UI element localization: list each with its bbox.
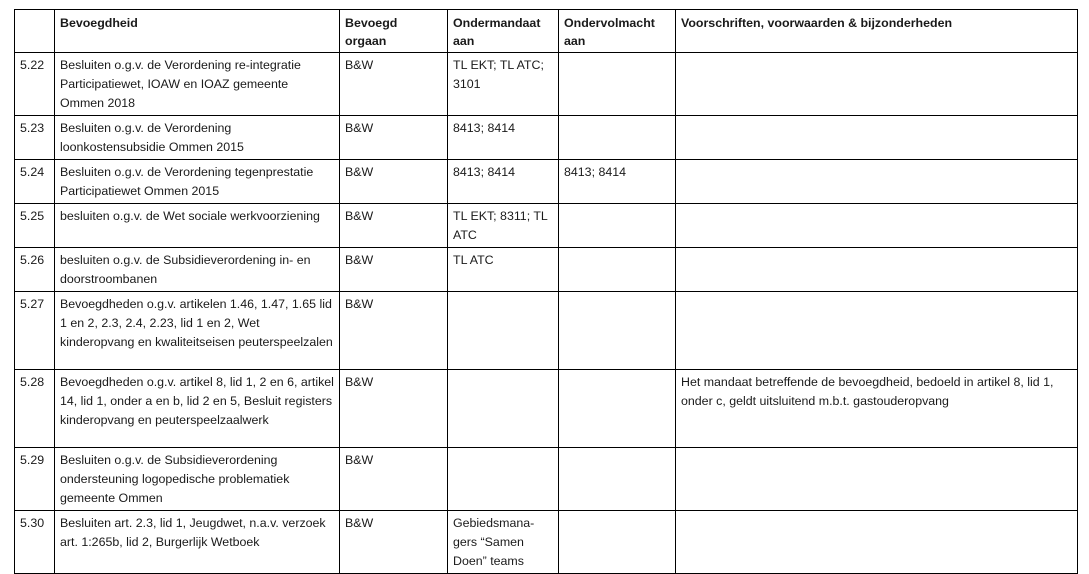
cell-ondervolmacht: [559, 511, 676, 574]
cell-nr: 5.28: [15, 370, 55, 448]
cell-ondervolmacht: [559, 248, 676, 292]
cell-bevoegdheid: Bevoegdheden o.g.v. artikelen 1.46, 1.47, 1.65 lid 1 en 2, 2.3, 2.4, 2.23, lid 1 en 2, Wet kinderopvang en kwaliteitseisen peuterspeelzalen: [55, 292, 340, 370]
cell-orgaan: B&W: [340, 511, 448, 574]
table-row: [15, 204, 1078, 248]
cell-voorschriften: [676, 448, 1078, 511]
cell-orgaan: B&W: [340, 204, 448, 248]
cell-bevoegdheid: Besluiten o.g.v. de Verordening loonkostensubsidie Ommen 2015: [55, 116, 340, 160]
cell-nr: 5.30: [15, 511, 55, 574]
table-row: [15, 53, 1078, 116]
cell-nr: 5.23: [15, 116, 55, 160]
cell-orgaan: B&W: [340, 292, 448, 370]
table-row: [15, 370, 1078, 448]
cell-voorschriften: [676, 204, 1078, 248]
cell-voorschriften: [676, 160, 1078, 204]
cell-ondervolmacht: [559, 53, 676, 116]
cell-orgaan: B&W: [340, 370, 448, 448]
cell-bevoegdheid: Besluiten o.g.v. de Verordening re-integratie Participatiewet, IOAW en IOAZ gemeente Ommen 2018: [55, 53, 340, 116]
cell-ondermandaat: Gebiedsmana-gers “Samen Doen” teams: [448, 511, 559, 574]
table-row: [15, 511, 1078, 574]
cell-nr: 5.22: [15, 53, 55, 116]
cell-bevoegdheid: Bevoegdheden o.g.v. artikel 8, lid 1, 2 en 6, artikel 14, lid 1, onder a en b, lid 2 en 5, Besluit registers kinderopvang en peuterspeelzaalwerk: [55, 370, 340, 448]
header-nr: [15, 10, 55, 53]
table-header-row: [15, 10, 1078, 53]
cell-bevoegdheid: besluiten o.g.v. de Wet sociale werkvoorziening: [55, 204, 340, 248]
cell-orgaan: B&W: [340, 448, 448, 511]
cell-ondermandaat: 8413; 8414: [448, 160, 559, 204]
cell-nr: 5.27: [15, 292, 55, 370]
cell-ondervolmacht: [559, 370, 676, 448]
cell-bevoegdheid: Besluiten o.g.v. de Subsidieverordening ondersteuning logopedische problematiek gemeente Ommen: [55, 448, 340, 511]
cell-orgaan: B&W: [340, 248, 448, 292]
cell-ondermandaat: TL EKT; TL ATC; 3101: [448, 53, 559, 116]
cell-voorschriften: [676, 292, 1078, 370]
header-ondervolmacht: Ondervolmacht aan: [559, 10, 676, 53]
cell-nr: 5.24: [15, 160, 55, 204]
cell-bevoegdheid: besluiten o.g.v. de Subsidieverordening in- en doorstroombanen: [55, 248, 340, 292]
cell-orgaan: B&W: [340, 116, 448, 160]
cell-ondervolmacht: 8413; 8414: [559, 160, 676, 204]
cell-voorschriften: [676, 53, 1078, 116]
cell-voorschriften: [676, 248, 1078, 292]
cell-voorschriften: [676, 511, 1078, 574]
cell-ondermandaat: [448, 370, 559, 448]
cell-ondervolmacht: [559, 292, 676, 370]
cell-ondermandaat: [448, 292, 559, 370]
cell-nr: 5.25: [15, 204, 55, 248]
cell-ondervolmacht: [559, 116, 676, 160]
cell-nr: 5.26: [15, 248, 55, 292]
cell-bevoegdheid: Besluiten art. 2.3, lid 1, Jeugdwet, n.a.v. verzoek art. 1:265b, lid 2, Burgerlijk Wetboek: [55, 511, 340, 574]
cell-orgaan: B&W: [340, 53, 448, 116]
header-bevoegdheid: Bevoegdheid: [55, 10, 340, 53]
cell-ondermandaat: [448, 448, 559, 511]
table-row: [15, 448, 1078, 511]
header-bevoegd-orgaan: Bevoegd orgaan: [340, 10, 448, 53]
cell-voorschriften: [676, 116, 1078, 160]
table-row: [15, 292, 1078, 370]
cell-ondervolmacht: [559, 204, 676, 248]
cell-voorschriften: Het mandaat betreffende de bevoegdheid, bedoeld in artikel 8, lid 1, onder c, geldt uitsluitend m.b.t. gastouderopvang: [676, 370, 1078, 448]
mandaat-table: [14, 9, 1078, 574]
table-row: [15, 248, 1078, 292]
cell-ondervolmacht: [559, 448, 676, 511]
cell-bevoegdheid: Besluiten o.g.v. de Verordening tegenprestatie Participatiewet Ommen 2015: [55, 160, 340, 204]
cell-ondermandaat: TL ATC: [448, 248, 559, 292]
table-row: [15, 116, 1078, 160]
table-row: [15, 160, 1078, 204]
header-ondermandaat: Ondermandaat aan: [448, 10, 559, 53]
cell-ondermandaat: 8413; 8414: [448, 116, 559, 160]
cell-nr: 5.29: [15, 448, 55, 511]
header-voorschriften: Voorschriften, voorwaarden & bijzonderheden: [676, 10, 1078, 53]
cell-ondermandaat: TL EKT; 8311; TL ATC: [448, 204, 559, 248]
cell-orgaan: B&W: [340, 160, 448, 204]
